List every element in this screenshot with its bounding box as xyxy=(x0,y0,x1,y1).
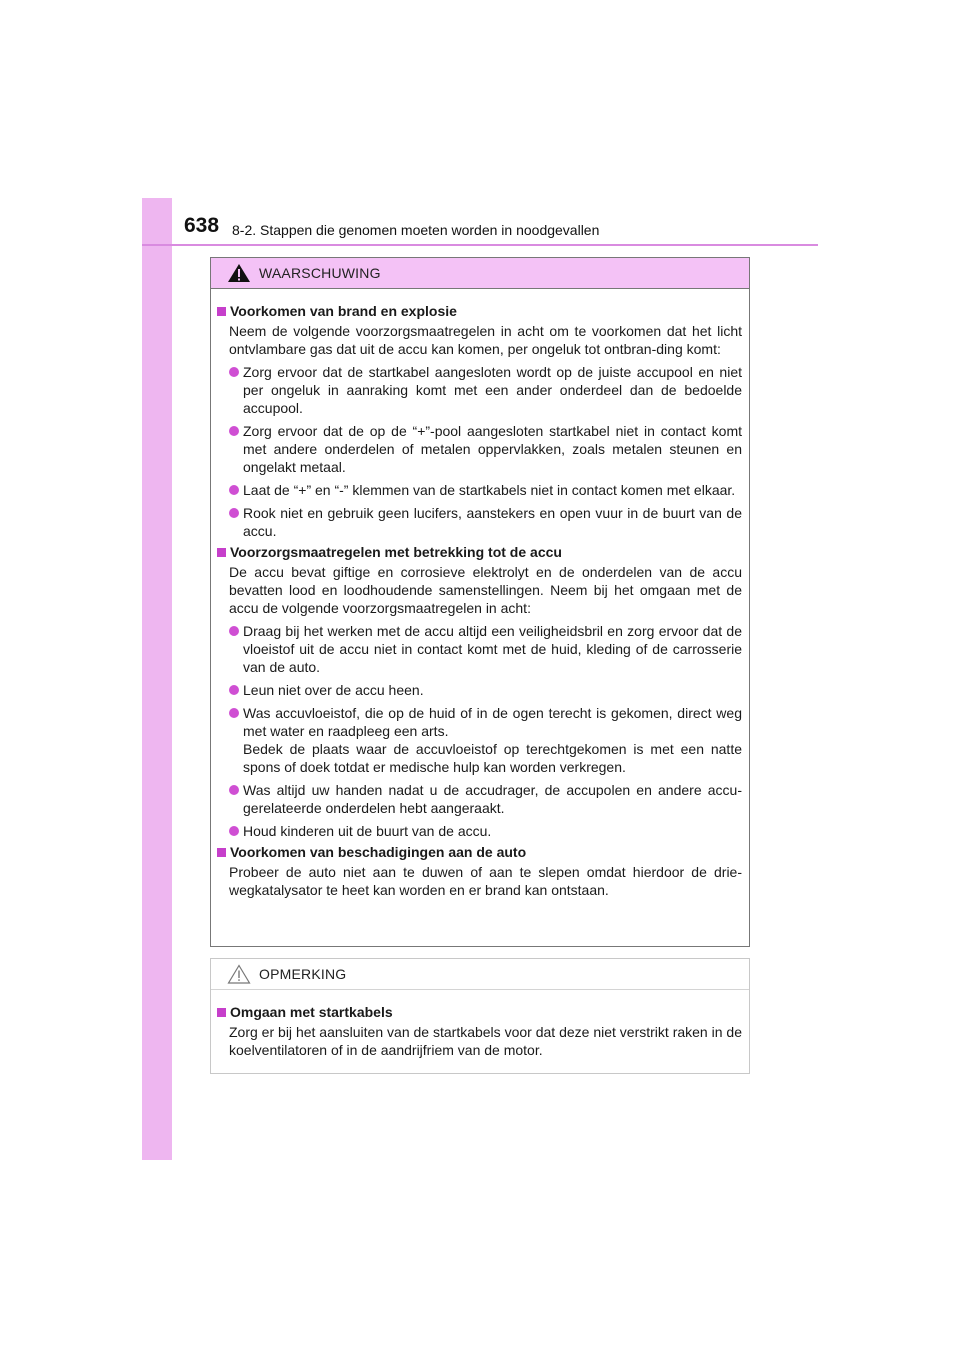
list-item: Rook niet en gebruik geen lucifers, aanstekers en open vuur in de buurt van de accu. xyxy=(229,504,742,540)
running-header: 8-2. Stappen die genomen moeten worden in noodgevallen xyxy=(232,222,600,238)
section-title: Voorkomen van brand en explosie xyxy=(217,302,742,321)
note-body xyxy=(211,990,749,1059)
header-rule xyxy=(142,244,818,246)
list-item: Was accuvloeistof, die op de huid of in de ogen terecht is gekomen, direct weg met water en raadpleeg een arts. Bedek de plaats waar de accuvloeistof op terechtgekomen is met een natte spons of doek totdat er medische hulp kan worden verkregen. xyxy=(229,704,742,776)
list-item: Was altijd uw handen nadat u de accudrager, de accupolen en andere accu-gerelateerde onderdelen hebt aangeraakt. xyxy=(229,781,742,817)
list-item: Houd kinderen uit de buurt van de accu. xyxy=(229,822,742,840)
section-intro: Probeer de auto niet aan te duwen of aan te slepen omdat hierdoor de drie-wegkatalysator te heet kan worden en er brand kan ontstaan. xyxy=(229,864,742,898)
bullet-extra-line: Bedek de plaats waar de accuvloeistof op terechtgekomen is met een natte spons of doek totdat er medische hulp kan worden verkregen. xyxy=(243,741,742,775)
circle-bullet-icon xyxy=(229,626,239,636)
circle-bullet-icon xyxy=(229,508,239,518)
section-title: Voorkomen van beschadigingen aan de auto xyxy=(217,843,742,862)
note-box xyxy=(210,958,750,1074)
warning-body xyxy=(211,289,749,899)
circle-bullet-icon xyxy=(229,708,239,718)
warning-header xyxy=(211,258,749,289)
warning-label: WAARSCHUWING xyxy=(259,265,381,281)
square-bullet-icon xyxy=(217,548,226,557)
section-title: Omgaan met startkabels xyxy=(217,1003,742,1022)
circle-bullet-icon xyxy=(229,485,239,495)
note-header xyxy=(211,959,749,990)
square-bullet-icon xyxy=(217,307,226,316)
warning-triangle-icon xyxy=(227,263,251,283)
list-item: Zorg ervoor dat de op de “+”-pool aangesloten startkabel niet in contact komt met andere onderdelen of metalen oppervlakken, zoals metalen steunen en ongelakt metaal. xyxy=(229,422,742,476)
list-item: Leun niet over de accu heen. xyxy=(229,681,742,699)
square-bullet-icon xyxy=(217,848,226,857)
circle-bullet-icon xyxy=(229,367,239,377)
list-item: Draag bij het werken met de accu altijd een veiligheidsbril en zorg ervoor dat de vloeistof uit de accu niet in contact komt met de huid, kleding of de carrosserie van de auto. xyxy=(229,622,742,676)
warning-box xyxy=(210,257,750,947)
circle-bullet-icon xyxy=(229,826,239,836)
section-intro: Neem de volgende voorzorgsmaatregelen in acht om te voorkomen dat het licht ontvlambare gas dat uit de accu kan komen, per ongeluk tot ontbran-ding komt: xyxy=(229,323,742,357)
list-item: Zorg ervoor dat de startkabel aangesloten wordt op de juiste accupool en niet per ongeluk in aanraking komt met een ander onderdeel dan de bedoelde accupool. xyxy=(229,363,742,417)
list-item: Laat de “+” en “-” klemmen van de startkabels niet in contact komen met elkaar. xyxy=(229,481,742,499)
circle-bullet-icon xyxy=(229,426,239,436)
caution-outline-icon xyxy=(227,964,251,984)
circle-bullet-icon xyxy=(229,685,239,695)
side-color-strip xyxy=(142,198,172,1160)
square-bullet-icon xyxy=(217,1008,226,1017)
section-intro: Zorg er bij het aansluiten van de startkabels voor dat deze niet verstrikt raken in de koelventilatoren of in de aandrijfriem van de motor. xyxy=(229,1024,742,1058)
note-label: OPMERKING xyxy=(259,966,347,982)
section-title: Voorzorgsmaatregelen met betrekking tot de accu xyxy=(217,543,742,562)
circle-bullet-icon xyxy=(229,785,239,795)
section-intro: De accu bevat giftige en corrosieve elektrolyt en de onderdelen van de accu bevatten lood en loodhoudende samenstellingen. Neem bij het omgaan met de accu de volgende voorzorgsmaatregelen in acht: xyxy=(229,564,742,616)
page-number: 638 xyxy=(184,214,220,237)
